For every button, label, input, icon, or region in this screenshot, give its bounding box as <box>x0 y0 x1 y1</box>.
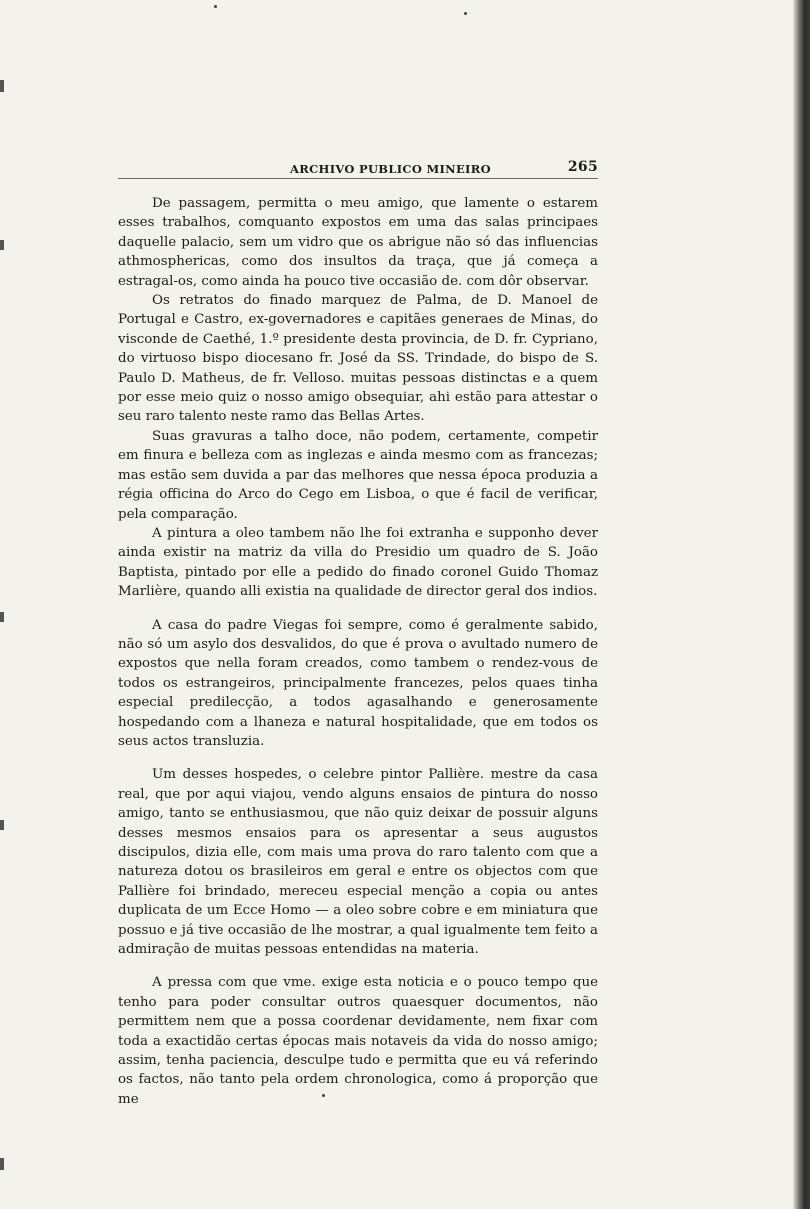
binding-mark <box>0 1158 4 1170</box>
binding-mark <box>0 240 4 250</box>
paragraph: Suas gravuras a talho doce, não podem, certamente, competir em finura e belleza com as inglezas e ainda mesmo com as francezas; mas estão sem duvida a par das melhores que nessa época produzia a régia officina do Arco do Cego em Lisboa, o que é facil de verificar, pela comparação. <box>118 428 598 522</box>
header-rule <box>118 178 598 179</box>
page-number: 265 <box>567 159 598 175</box>
binding-mark <box>0 80 4 92</box>
page-edge-shadow <box>793 0 810 1209</box>
body-text <box>118 194 598 1109</box>
running-header <box>118 156 598 178</box>
binding-mark <box>0 820 4 830</box>
paragraph: De passagem, permitta o meu amigo, que lamente o estarem esses trabalhos, comquanto expostos em uma das salas principaes daquelle palacio, sem um vidro que os abrigue não só das influencias athmosphericas, como dos insultos da traça, que já começa a estragal-os, como ainda ha pouco tive occasião de. com dôr observar. <box>118 196 598 289</box>
paragraph: A pressa com que vme. exige esta noticia e o pouco tempo que tenho para poder consultar outros quaesquer documentos, não permittem nem que a possa coordenar devidamente, nem fixar com toda a exactidão certas épocas mais notaveis da vida do nosso amigo; assim, tenha paciencia, desculpe tudo e permitta que eu vá referindo os factos, não tanto pela ordem chronologica, como á proporção que me <box>118 975 598 1107</box>
paragraph: Os retratos do finado marquez de Palma, de D. Manoel de Portugal e Castro, ex-governadores e capitães generaes de Minas, do visconde de Caethé, 1.º presidente desta provincia, de D. fr. Cypriano, do virtuoso bispo diocesano fr. José da SS. Trindade, do bispo de S. Paulo D. Matheus, de fr. Velloso. muitas pessoas distinctas e a quem por esse meio quiz o nosso amigo obsequiar, ahi estão para attestar o seu raro talento neste ramo das Bellas Artes. <box>118 293 598 425</box>
print-speck <box>464 12 467 15</box>
paragraph: A casa do padre Viegas foi sempre, como é geralmente sabido, não só um asylo dos desvalidos, do que é prova o avultado numero de expostos que nella foram creados, como tambem o rendez-vous de todos os estrangeiros, principalmente francezes, pelos quaes tinha especial predilecção, a todos agasalhando e generosamente hospedando com a lhaneza e natural hospitalidade, que em todos os seus actos transluzia. <box>118 617 598 749</box>
print-speck <box>214 5 217 8</box>
paragraph: Um desses hospedes, o celebre pintor Pallière. mestre da casa real, que por aqui viajou, vendo alguns ensaios de pintura do nosso amigo, tanto se enthusiasmou, que não quiz deixar de possuir alguns desses mesmos ensaios para os apresentar a seus augustos discipulos, dizia elle, com mais uma prova do raro talento com que a natureza dotou os brasileiros em geral e entre os objectos com que Pallière foi brindado, mereceu especial menção a copia ou antes duplicata de um Ecce Homo — a oleo sobre cobre e em miniatura que possuo e já tive occasião de lhe mostrar, a qual igualmente tem feito a admiração de muitas pessoas entendidas na materia. <box>118 767 598 958</box>
paragraph: A pintura a oleo tambem não lhe foi extranha e supponho dever ainda existir na matriz da villa do Presidio um quadro de S. João Baptista, pintado por elle a pedido do finado coronel Guido Thomaz Marlière, quando alli existia na qualidade de director geral dos indios. <box>118 525 598 600</box>
journal-title: ARCHIVO PUBLICO MINEIRO <box>290 162 491 176</box>
binding-mark <box>0 612 4 622</box>
